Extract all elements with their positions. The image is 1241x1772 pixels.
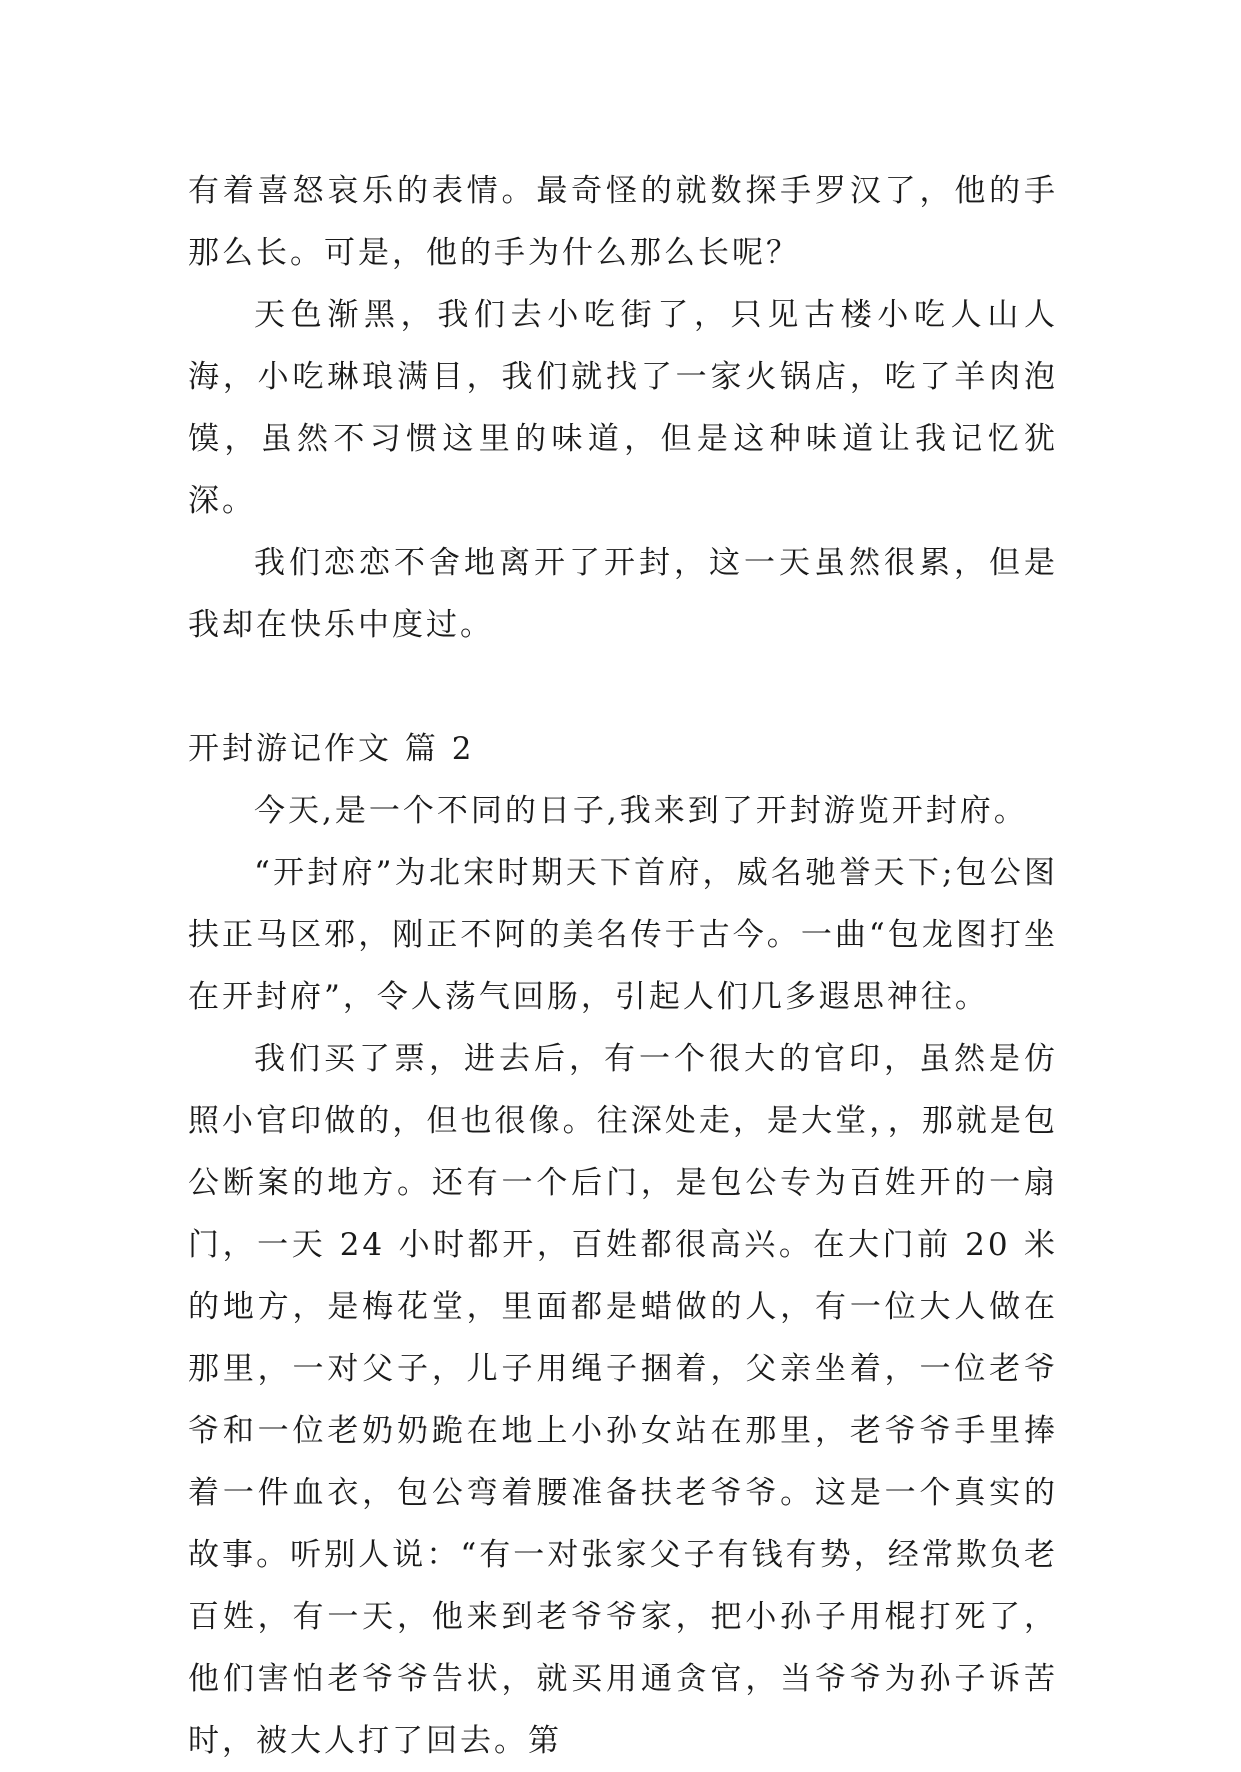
paragraph-2: 天色渐黑，我们去小吃街了，只见古楼小吃人山人海，小吃琳琅满目，我们就找了一家火锅店，吃了羊肉泡馍，虽然不习惯这里的味道，但是这种味道让我记忆犹深。 (188, 297, 1058, 519)
paragraph-3: 我们恋恋不舍地离开了开封，这一天虽然很累，但是我却在快乐中度过。 (188, 545, 1058, 643)
paragraph-1: 有着喜怒哀乐的表情。最奇怪的就数探手罗汉了，他的手那么长。可是，他的手为什么那么长呢？ (188, 173, 1058, 271)
paragraph-4: 今天,是一个不同的日子,我来到了开封游览开封府。 (254, 793, 1028, 829)
section-heading: 开封游记作文 篇 2 (188, 731, 475, 767)
paragraph-5: “开封府”为北宋时期天下首府，威名驰誉天下;包公图扶正马区邪，刚正不阿的美名传于古今。一曲“包龙图打坐在开封府”，令人荡气回肠，引起人们几多遐思神往。 (188, 855, 1058, 1015)
document-body (188, 160, 1058, 1772)
section-spacer (188, 656, 1058, 718)
paragraph-6: 我们买了票，进去后，有一个很大的官印，虽然是仿照小官印做的，但也很像。往深处走，是大堂，，那就是包公断案的地方。还有一个后门，是包公专为百姓开的一扇门，一天 24 小时都开，百姓都很高兴。在大门前 20 米的地方，是梅花堂，里面都是蜡做的人，有一位大人做在那里，一对父子，儿子用绳子捆着，父亲坐着，一位老爷爷和一位老奶奶跪在地上小孙女站在那里，老爷爷手里捧着一件血衣，包公弯着腰准备扶老爷爷。这是一个真实的故事。听别人说：“有一对张家父子有钱有势，经常欺负老百姓，有一天，他来到老爷爷家，把小孙子用棍打死了，他们害怕老爷爷告状，就买用通贪官，当爷爷为孙子诉苦时，被大人打了回去。第 (188, 1041, 1058, 1759)
